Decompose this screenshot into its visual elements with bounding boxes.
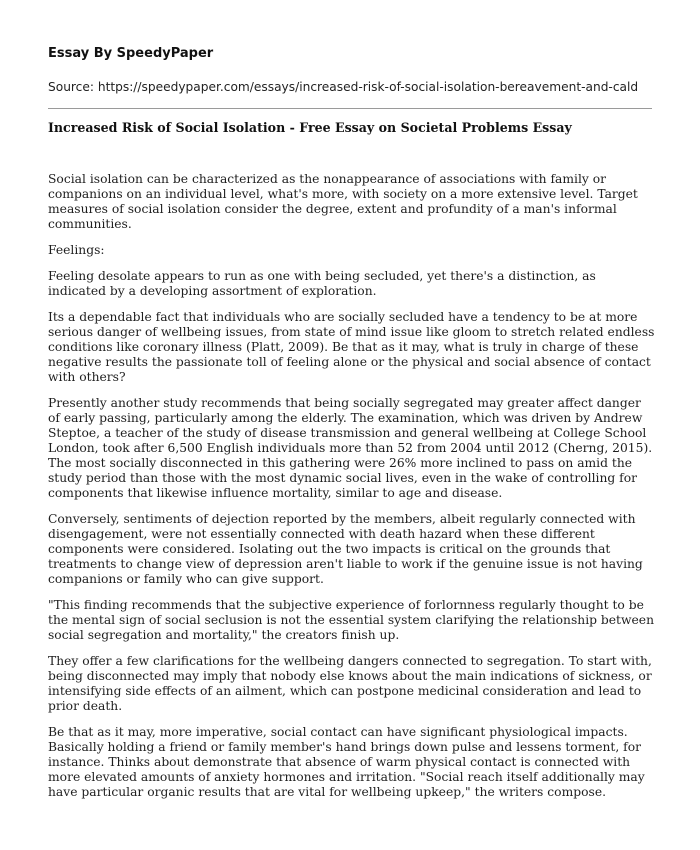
paragraph: Conversely, sentiments of dejection reported by the members, albeit regularly connected with disengagement, were not essentially connected with death hazard when these different components were considered. Isolating out the two impacts is critical on the grounds that treatments to change view of depression aren't liable to work if the genuine issue is not having companions or family who can give support. — [48, 512, 643, 586]
essay-body — [48, 172, 656, 811]
paragraph: Presently another study recommends that being socially segregated may greater affect danger of early passing, particularly among the elderly. The examination, which was driven by Andrew Steptoe, a teacher of the study of disease transmission and general wellbeing at College School London, took after 6,500 English individuals more than 52 from 2004 until 2012 (Cherng, 2015). The most socially disconnected in this gathering were 26% more inclined to pass on amid the study period than those with the most dynamic social lives, even in the wake of controlling for components that likewise influence mortality, similar to age and disease. — [48, 396, 653, 500]
paragraph: Feeling desolate appears to run as one with being secluded, yet there's a distinction, as indicated by a developing assortment of exploration. — [48, 269, 596, 298]
paragraph: Be that as it may, more imperative, social contact can have significant physiological impacts. Basically holding a friend or family member's hand brings down pulse and lessens torment, for instance. Thinks about demonstrate that absence of warm physical contact is connected with more elevated amounts of anxiety hormones and irritation. "Social reach itself additionally may have particular organic results that are vital for wellbeing upkeep," the writers compose. — [48, 725, 645, 799]
paragraph: Its a dependable fact that individuals who are socially secluded have a tendency to be at more serious danger of wellbeing issues, from state of mind issue like gloom to stretch related endless conditions like coronary illness (Platt, 2009). Be that as it may, what is truly in charge of these negative results the passionate toll of feeling alone or the physical and social absence of contact with others? — [48, 310, 655, 384]
source-url[interactable]: Source: https://speedypaper.com/essays/increased-risk-of-social-isolation-bereavement-and-cald — [48, 80, 639, 94]
paragraph: Feelings: — [48, 243, 105, 257]
divider — [48, 108, 652, 109]
paragraph: "This finding recommends that the subjective experience of forlornness regularly thought to be the mental sign of social seclusion is not the essential system clarifying the relationship between social segregation and mortality," the creators finish up. — [48, 598, 654, 642]
essay-title: Increased Risk of Social Isolation - Free Essay on Societal Problems Essay — [48, 120, 572, 135]
paragraph: They offer a few clarifications for the wellbeing dangers connected to segregation. To start with, being disconnected may imply that nobody else knows about the main indications of sickness, or intensifying side effects of an ailment, which can postpone medicinal consideration and lead to prior death. — [48, 654, 652, 713]
document-header — [48, 46, 658, 94]
brand-title: Essay By SpeedyPaper — [48, 46, 214, 61]
paragraph: Social isolation can be characterized as the nonappearance of associations with family or companions on an individual level, what's more, with society on a more extensive level. Target measures of social isolation consider the degree, extent and profundity of a man's informal communities. — [48, 172, 638, 231]
